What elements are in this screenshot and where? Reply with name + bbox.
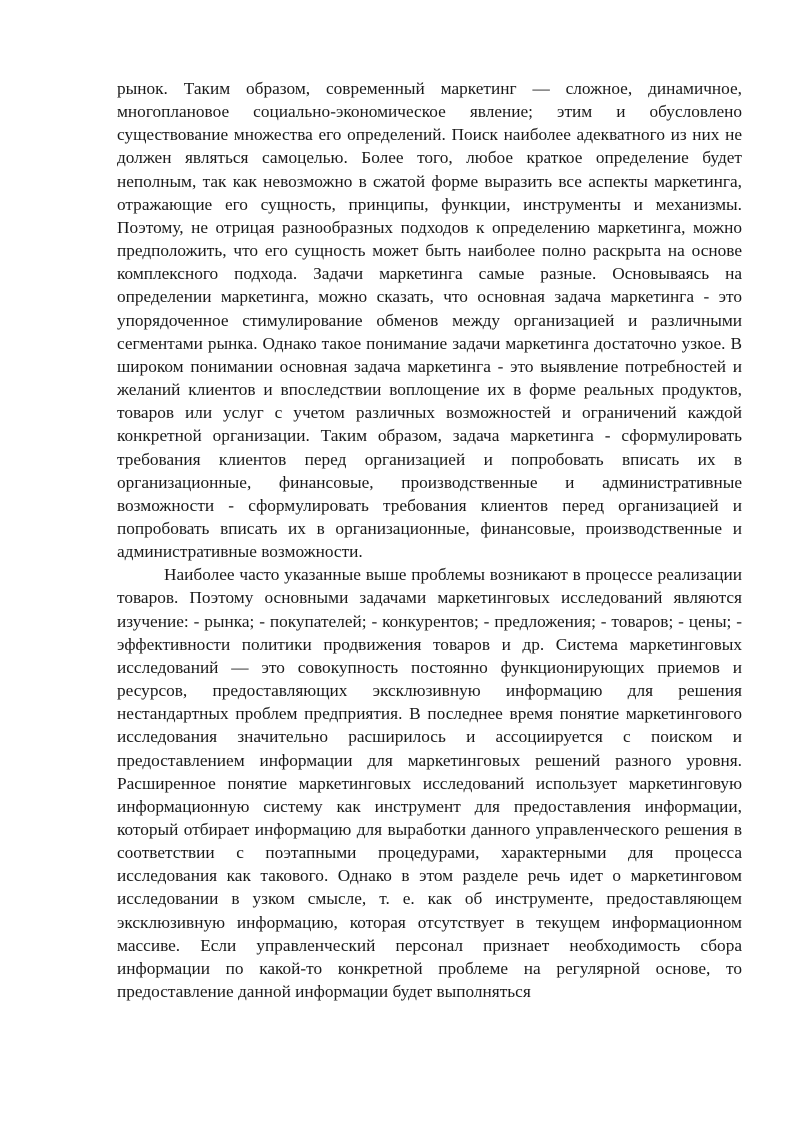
paragraph-1: рынок. Таким образом, современный маркетинг — сложное, динамичное, многоплановое социально-экономическое явление; этим и обусловлено существование множества его определений. Поиск наиболее адекватного из них не должен являться самоцелью. Более того, любое краткое определение будет неполным, так как невозможно в сжатой форме выразить все аспекты маркетинга, отражающие его сущность, принципы, функции, инструменты и механизмы. Поэтому, не отрицая разнообразных подходов к определению маркетинга, можно предположить, что его сущность может быть наиболее полно раскрыта на основе комплексного подхода. Задачи маркетинга самые разные. Основываясь на определении маркетинга, можно сказать, что основная задача маркетинга - это упорядоченное стимулирование обменов между организацией и различными сегментами рынка. Однако такое понимание задачи маркетинга достаточно узкое. В широком понимании основная задача маркетинга - это выявление потребностей и желаний клиентов и впоследствии воплощение их в форме реальных продуктов, товаров или услуг с учетом различных возможностей и ограничений каждой конкретной организации. Таким образом, задача маркетинга - сформулировать требования клиентов перед организацией и попробовать вписать их в организационные, финансовые, производственные и административные возможности - сформулировать требования клиентов перед организацией и попробовать вписать их в организационные, финансовые, производственные и административные возможности. xyxy=(117,79,742,562)
paragraph-2: Наиболее часто указанные выше проблемы возникают в процессе реализации товаров. Поэтому основными задачами маркетинговых исследований являются изучение: - рынка; - покупателей; - конкурентов; - предложения; - товаров; - цены; - эффективности политики продвижения товаров и др. Система маркетинговых исследований — это совокупность постоянно функционирующих приемов и ресурсов, предоставляющих эксклюзивную информацию для решения нестандартных проблем предприятия. В последнее время понятие маркетингового исследования значительно расширилось и ассоциируется с поиском и предоставлением информации для маркетинговых решений разного уровня. Расширенное понятие маркетинговых исследований использует маркетинговую информационную систему как инструмент для предоставления информации, который отбирает информацию для выработки данного управленческого решения в соответствии с поэтапными процедурами, характерными для процесса исследования как такового. Однако в этом разделе речь идет о маркетинговом исследовании в узком смысле, т. е. как об инструменте, предоставляющем эксклюзивную информацию, которая отсутствует в текущем информационном массиве. Если управленческий персонал признает необходимость сбора информации по какой-то конкретной проблеме на регулярной основе, то предоставление данной информации будет выполняться xyxy=(117,565,742,1002)
document-body xyxy=(117,77,742,1003)
